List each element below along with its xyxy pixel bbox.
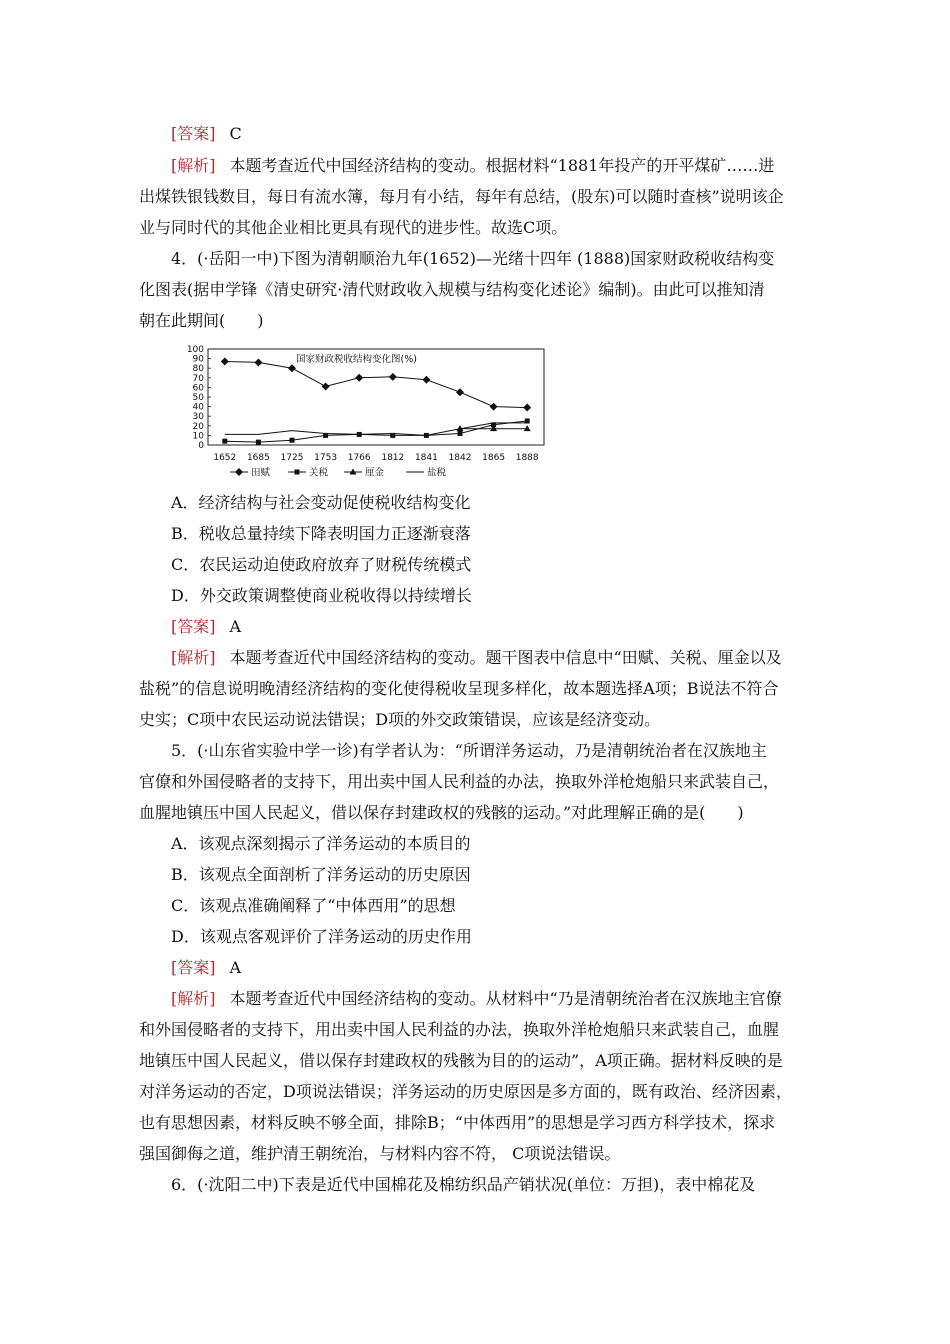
y-tick-label: 90 (192, 354, 204, 365)
answer-value: A (229, 617, 242, 636)
x-tick-label: 1766 (347, 453, 371, 463)
analysis-tag: [解析] (171, 156, 216, 175)
x-tick-label: 1841 (414, 453, 438, 463)
q5-analysis-line: 和外国侵略者的支持下，用出卖中国人民利益的办法，换取外洋枪炮船只来武装自己，血腥 (139, 1020, 780, 1039)
data-point-triangle (524, 425, 531, 431)
data-point-diamond (355, 374, 363, 382)
analysis-tag: [解析] (171, 648, 216, 667)
q5-analysis-line: 强国御侮之道，维护清王朝统治，与材料内容不符， C项说法错误。 (139, 1144, 621, 1163)
data-point-diamond (288, 364, 296, 372)
x-tick-label: 1753 (314, 453, 338, 463)
q5-analysis-line: 对洋务运动的否定，D项说法错误；洋务运动的历史原因是多方面的，既有政治、经济因素， (139, 1082, 792, 1101)
data-point-diamond (254, 358, 262, 366)
analysis-tag: [解析] (171, 989, 216, 1008)
data-point-square (458, 431, 463, 436)
x-tick-label: 1812 (381, 453, 405, 463)
data-point-square (256, 440, 261, 445)
answer-value: C (229, 124, 242, 143)
y-tick-label: 0 (198, 441, 204, 451)
series-line-1 (225, 421, 527, 442)
x-tick-label: 1685 (246, 453, 270, 463)
data-point-square (222, 439, 227, 444)
y-tick-label: 100 (186, 345, 204, 355)
q5-answer (171, 958, 241, 978)
y-tick-label: 80 (192, 364, 204, 375)
q3-analysis-line: 出煤铁银钱数目，每日有流水簿，每月有小结，每年有总结，(股东)可以随时查核”说明该企 (139, 187, 784, 206)
q5-option-c: C．该观点准确阐释了“中体西用”的思想 (171, 896, 456, 915)
q3-analysis-line: [解析] 本题考查近代中国经济结构的变动。根据材料“1881年投产的开平煤矿……进 (171, 156, 775, 175)
q4-option-d: D．外交政策调整使商业税收得以持续增长 (171, 586, 472, 605)
q5-stem-line: 官僚和外国侵略者的支持下，用出卖中国人民利益的办法，换取外洋枪炮船只来武装自己， (139, 772, 780, 791)
data-point-square (290, 438, 295, 443)
q5-option-d: D．该观点客观评价了洋务运动的历史作用 (171, 927, 472, 946)
legend-marker-diamond (235, 468, 243, 476)
x-tick-label: 1725 (280, 453, 304, 463)
y-tick-label: 70 (192, 373, 204, 384)
data-point-diamond (322, 382, 330, 390)
answer-tag: [答案] (171, 617, 216, 636)
q4-option-c: C．农民运动迫使政府放弃了财税传统模式 (171, 555, 472, 574)
answer-value: A (229, 958, 242, 977)
q3-analysis-line: 业与同时代的其他企业相比更具有现代的进步性。故选C项。 (139, 218, 568, 237)
series-line-0 (225, 362, 527, 408)
chart-title: 国家财政税收结构变化图(%) (296, 354, 417, 365)
data-point-diamond (456, 388, 464, 396)
q5-analysis-line: [解析] 本题考查近代中国经济结构的变动。从材料中“乃是清朝统治者在汉族地主官僚 (171, 989, 782, 1008)
legend-marker-square (295, 470, 300, 475)
data-point-diamond (422, 376, 430, 384)
y-tick-label: 20 (192, 421, 204, 432)
answer-tag: [答案] (171, 124, 216, 143)
data-point-diamond (523, 404, 531, 412)
y-tick-label: 40 (192, 402, 204, 413)
q6-stem-line: 6．(·沈阳二中)下表是近代中国棉花及棉纺织品产销状况(单位：万担)，表中棉花及 (171, 1175, 756, 1194)
q3-answer (171, 124, 242, 144)
legend-label: 关税 (309, 467, 329, 479)
tax-structure-chart (170, 340, 550, 485)
q4-stem-line: 4．(·岳阳一中)下图为清朝顺治九年(1652)—光绪十四年 (1888)国家财政税收结构变 (171, 249, 775, 268)
y-tick-label: 50 (192, 393, 204, 403)
q4-analysis-line: 史实；C项中农民运动说法错误；D项的外交政策错误，应该是经济变动。 (139, 710, 661, 729)
q5-analysis-line: 地镇压中国人民起义，借以保存封建政权的残骸为目的的运动”，A项正确。据材料反映的是 (139, 1051, 783, 1070)
q4-option-b: B．税收总量持续下降表明国力正逐渐衰落 (171, 524, 471, 543)
y-tick-label: 60 (192, 383, 204, 394)
q5-stem-line: 血腥地镇压中国人民起义，借以保存封建政权的残骸的运动。”对此理解正确的是( ) (139, 803, 744, 822)
legend-label: 田赋 (251, 467, 271, 479)
q5-option-b: B．该观点全面剖析了洋务运动的历史原因 (171, 865, 471, 884)
q4-analysis-line: 盐税”的信息说明晚清经济结构的变化使得税收呈现多样化，故本题选择A项；B说法不符合 (139, 679, 779, 698)
y-tick-label: 30 (192, 412, 204, 423)
q4-stem-line: 化图表(据申学锋《清史研究·清代财政收入规模与结构变化述论》编制)。由此可以推知清 (139, 280, 765, 299)
y-tick-label: 10 (192, 431, 204, 442)
q5-analysis-line: 也有思想因素，材料反映不够全面，排除B；“中体西用”的思想是学习西方科学技术，探求 (139, 1113, 776, 1132)
answer-tag: [答案] (171, 958, 216, 977)
q4-analysis-line: [解析] 本题考查近代中国经济结构的变动。题干图表中信息中“田赋、关税、厘金以及 (171, 648, 782, 667)
q4-answer (171, 617, 241, 637)
data-point-diamond (490, 403, 498, 411)
legend-label: 厘金 (365, 467, 385, 479)
q4-stem-line: 朝在此期间( ) (139, 311, 264, 330)
x-tick-label: 1842 (448, 453, 472, 463)
data-point-diamond (221, 357, 229, 365)
q5-stem-line: 5．(·山东省实验中学一诊)有学者认为：“所谓洋务运动，乃是清朝统治者在汉族地主 (171, 741, 767, 760)
x-tick-label: 1652 (213, 453, 237, 463)
legend-label: 盐税 (427, 467, 447, 479)
x-tick-label: 1888 (515, 453, 539, 463)
data-point-diamond (389, 373, 397, 381)
q5-option-a: A．该观点深刻揭示了洋务运动的本质目的 (171, 834, 471, 853)
x-tick-label: 1865 (482, 453, 506, 463)
q4-option-a: A．经济结构与社会变动促使税收结构变化 (171, 493, 471, 512)
